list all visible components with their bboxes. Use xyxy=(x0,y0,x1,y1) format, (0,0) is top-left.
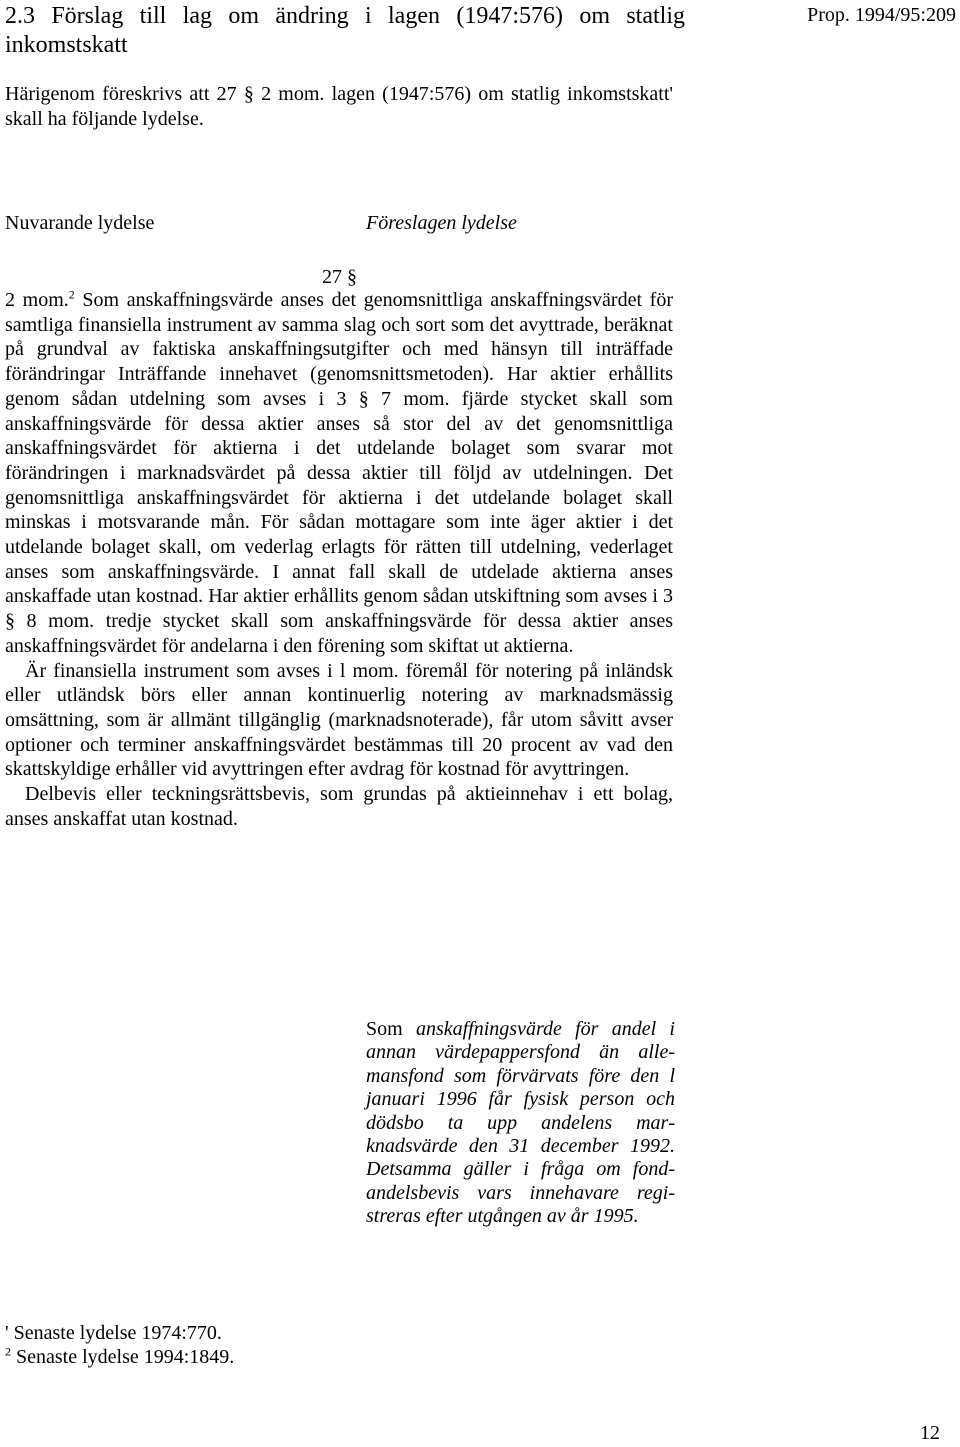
footnote-ref-2: 2 xyxy=(68,287,75,302)
footnote-2-mark: 2 xyxy=(5,1344,11,1359)
footnote-1-mark: ' xyxy=(5,1322,9,1344)
body-paragraph-1 xyxy=(5,288,673,659)
proposition-reference: Prop. 1994/95:209 xyxy=(807,4,956,26)
column-heading-current: Nuvarande lydelse xyxy=(5,212,155,234)
current-wording xyxy=(5,288,673,831)
footnote-1-text: Senaste lydelse 1974:770. xyxy=(8,1322,222,1344)
body-paragraph-1-text: Som anskaffningsvärde anses det genomsnittliga anskaffningsvärdet för samtliga finansiella instrument av samma slag och sort som det avyttrade, beräknat på grundval av faktiska anskaffningsutgifter och med hänsyn till inträffade förändringar Inträffande innehavet (genomsnittsmetoden). Har aktier erhållits genom sådan utdelning som avses i 3 § 7 mom. fjärde stycket skall som anskaffningsvärde för dessa aktier anses så stor del av det genomsnittliga anskaffningsvärdet för aktierna i det utdelande bolaget som svarar mot förändringen i marknadsvärdet på dessa aktier till följd av utdelningen. Det genomsnittliga anskaffningsvärdet för aktierna i det utdelande bolaget skall minskas i motsvarande mån. För sådan mottagare som inte äger aktier i det utdelande bolaget skall, om vederlag erlagts för rätten till utdelning, vederlaget anses som anskaffningsvärde. I annat fall skall de utdelade aktierna anses anskaffade utan kostnad. Har aktier erhållits genom sådan utskiftning som avses i 3 § 8 mom. tredje stycket skall som anskaffningsvärde för dessa aktier anses anskaffningsvärdet för andelarna i den förening som skiftat ut aktierna. xyxy=(5,289,673,657)
proposed-wording xyxy=(366,1018,675,1229)
proposed-lead: Som xyxy=(366,1018,416,1040)
footnote-2 xyxy=(5,1345,234,1370)
moment-label: 2 mom. xyxy=(5,289,69,311)
section-number: 27 § xyxy=(322,266,357,288)
column-heading-proposed: Föreslagen lydelse xyxy=(366,212,517,234)
intro-paragraph: Härigenom föreskrivs att 27 § 2 mom. lagen (1947:576) om statlig inkomstskatt' skall ha följande lydelse. xyxy=(5,83,673,130)
proposed-italic-text: anskaffningsvärde för andel i annan värdepappersfond än allemansfond som förvärvats före den l januari 1996 får fysisk person och dödsbo ta upp andelens marknadsvärde den 31 december 1992. Detsamma gäller i fråga om fondandelsbevis vars innehavare registreras efter utgången av år 1995. xyxy=(366,1018,675,1228)
section-title: 2.3 Förslag till lag om ändring i lagen (1947:576) om statlig inkomstskatt xyxy=(5,3,685,58)
footnote-1 xyxy=(5,1321,222,1346)
body-paragraph-3: Delbevis eller teckningsrättsbevis, som grundas på aktieinnehav i ett bolag, anses anskaffat utan kostnad. xyxy=(5,783,673,830)
footnote-2-text: Senaste lydelse 1994:1849. xyxy=(11,1346,235,1368)
page-number: 12 xyxy=(920,1422,940,1444)
body-paragraph-2: Är finansiella instrument som avses i l mom. föremål för notering på inländsk eller utländsk börs eller annan kontinuerlig notering av marknadsmässig omsättning, som är allmänt tillgänglig (marknadsnoterade), får utom såvitt avser optioner och terminer anskaffningsvärdet bestämmas till 20 procent av vad den skattskyldige erhåller vid avyttringen efter avdrag för kostnad för avyttringen. xyxy=(5,659,673,781)
